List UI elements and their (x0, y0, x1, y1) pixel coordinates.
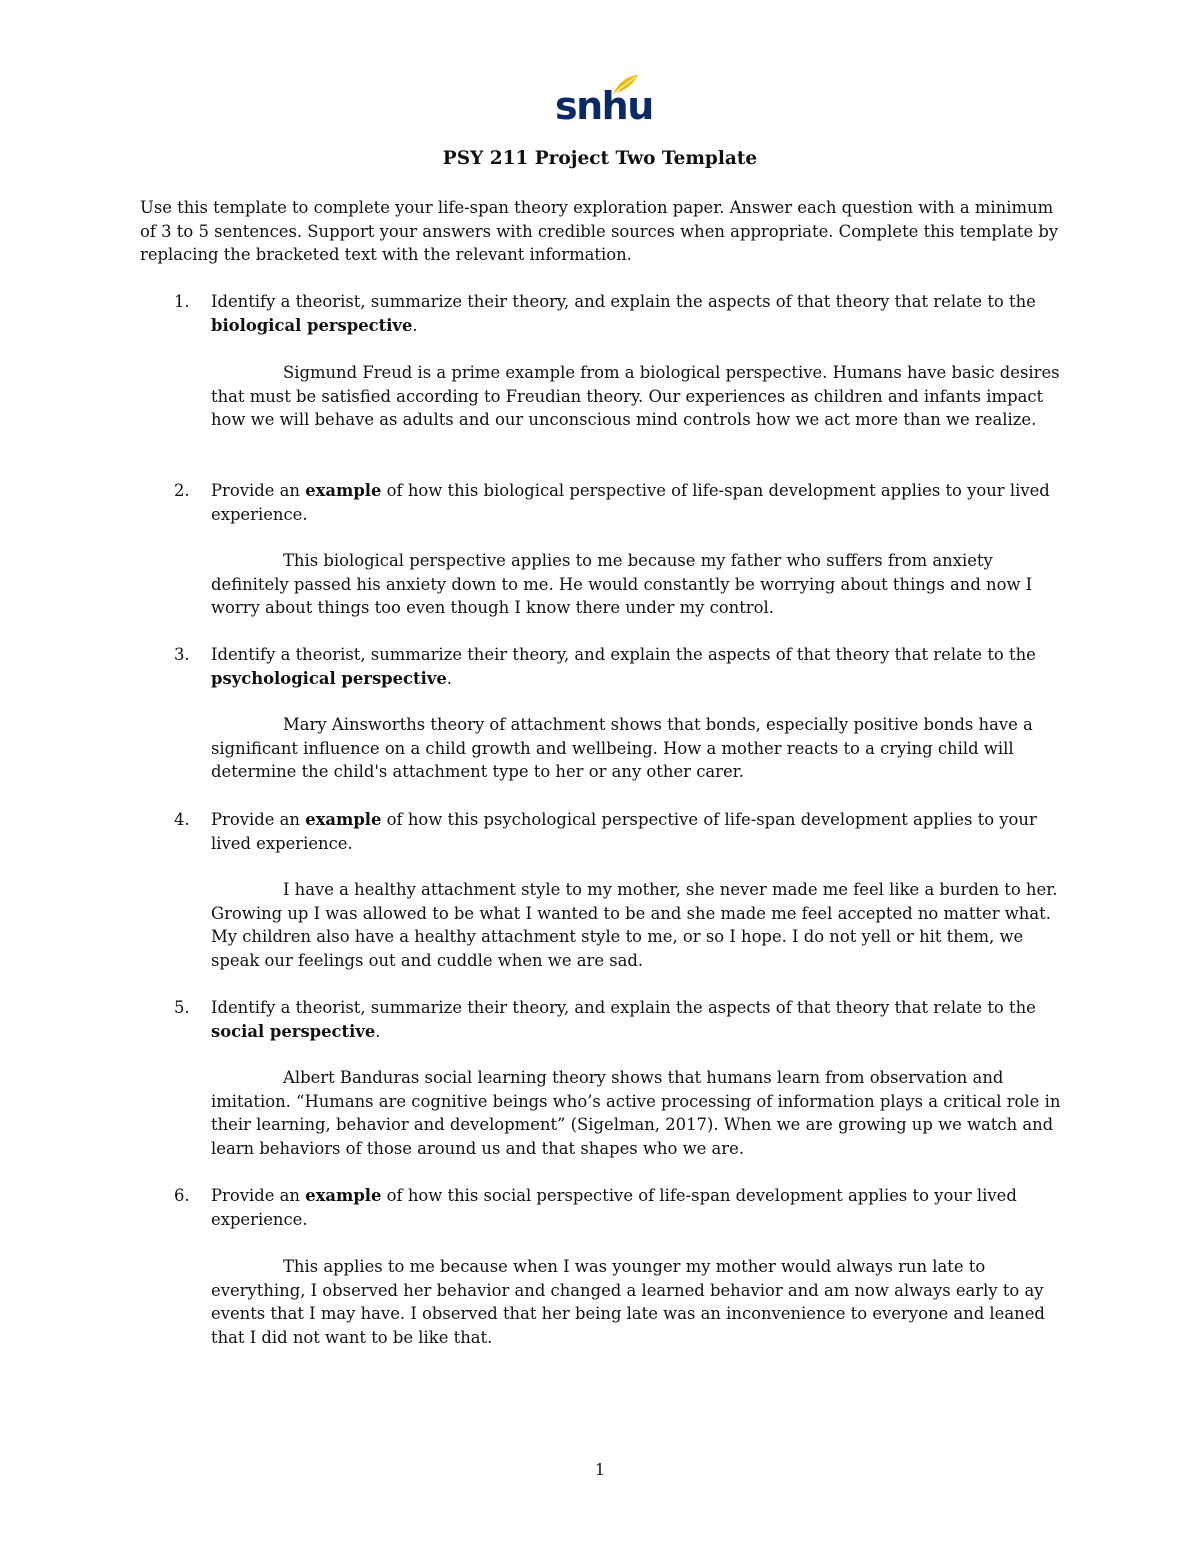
emphasis-term: biological perspective (211, 315, 413, 335)
question-3 (140, 643, 1060, 690)
question-1 (140, 290, 1060, 337)
question-5 (140, 996, 1060, 1043)
answer-2: This biological perspective applies to me because my father who suffers from anxiety definitely passed his anxiety down to me. He would constantly be worrying about things and now I worry about things too even though I know there under my control. (211, 551, 1033, 617)
page-title: PSY 211 Project Two Template (442, 148, 758, 169)
answer-6: This applies to me because when I was younger my mother would always run late to everything, I observed her behavior and changed a learned behavior and am now always early to ay events that I may have. I observed that her being late was an inconvenience to everyone and leaned that I did not want to be like that. (211, 1257, 1045, 1347)
emphasis-term: example (305, 810, 382, 829)
answer-5: Albert Banduras social learning theory shows that humans learn from observation and imitation. “Humans are cognitive beings who’s active processing of information plays a critical role in their learning, behavior and development” (Sigelman, 2017). When we are growing up we watch and learn behaviors of those around us and that shapes who we are. (211, 1068, 1061, 1158)
page-number: 1 (594, 1460, 606, 1479)
question-number: 5. (174, 998, 190, 1017)
question-text: Identify a theorist, summarize their theory, and explain the aspects of that theory that relate to the social perspective. (211, 998, 1036, 1041)
intro-paragraph: Use this template to complete your life-span theory exploration paper. Answer each question with a minimum of 3 to 5 sentences. Support your answers with credible sources when appropriate. Complete this template by replacing the bracketed text with the relevant information. (140, 198, 1059, 264)
emphasis-term: psychological perspective (211, 668, 447, 688)
emphasis-term: example (305, 1186, 382, 1205)
answer-1: Sigmund Freud is a prime example from a biological perspective. Humans have basic desires that must be satisfied according to Freudian theory. Our experiences as children and infants impact how we will behave as adults and our unconscious mind controls how we act more than we realize. (211, 363, 1060, 429)
question-number: 1. (174, 292, 190, 311)
snhu-logo (555, 74, 653, 132)
answer-3: Mary Ainsworths theory of attachment shows that bonds, especially positive bonds have a significant influence on a child growth and wellbeing. How a mother reacts to a crying child will determine the child's attachment type to her or any other carer. (211, 715, 1033, 781)
question-number: 6. (174, 1186, 190, 1205)
question-text: Identify a theorist, summarize their theory, and explain the aspects of that theory that relate to the biological perspective. (211, 292, 1036, 335)
question-2 (140, 479, 1060, 526)
question-4 (140, 808, 1060, 855)
emphasis-term: example (305, 481, 382, 500)
question-6 (140, 1184, 1060, 1231)
question-text: Provide an example of how this psychological perspective of life-span development applies to your lived experience. (211, 810, 1037, 853)
question-number: 2. (174, 481, 190, 500)
question-number: 3. (174, 645, 190, 664)
answer-4: I have a healthy attachment style to my mother, she never made me feel like a burden to her. Growing up I was allowed to be what I wanted to be and she made me feel accepted no matter what. My children also have a healthy attachment style to me, or so I hope. I do not yell or hit them, we speak our feelings out and cuddle when we are sad. (211, 880, 1058, 970)
question-text: Provide an example of how this social perspective of life-span development applies to your lived experience. (211, 1186, 1017, 1229)
emphasis-term: social perspective (211, 1021, 376, 1041)
question-text: Provide an example of how this biological perspective of life-span development applies to your lived experience. (211, 481, 1050, 524)
question-text: Identify a theorist, summarize their theory, and explain the aspects of that theory that relate to the psychological perspective. (211, 645, 1036, 688)
question-number: 4. (174, 810, 190, 829)
logo-text: snhu (555, 84, 653, 128)
